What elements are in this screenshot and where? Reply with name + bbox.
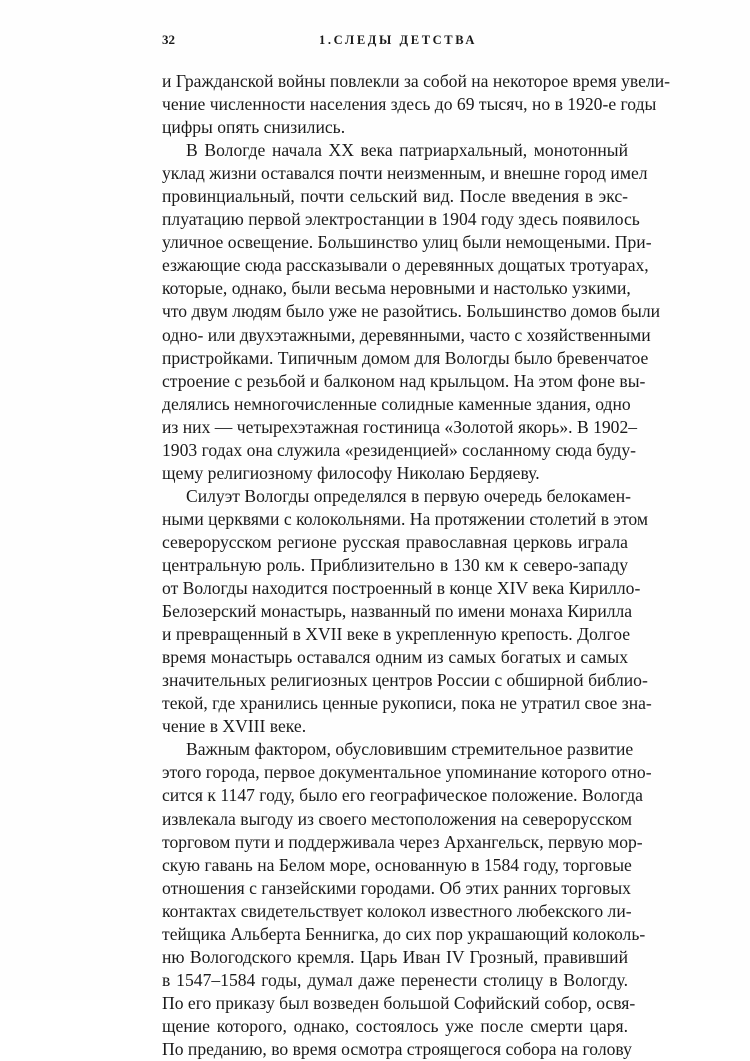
text-line: По его приказу был возведен большой Софийский собор, освя- bbox=[162, 992, 636, 1013]
text-line: время монастырь оставался одним из самых богатых и самых bbox=[162, 647, 628, 668]
text-line: ню Вологодского кремля. Царь Иван IV Грозный, правивший bbox=[162, 946, 628, 967]
text-line: северорусском регионе русская православная церковь играла bbox=[162, 531, 628, 552]
text-line: щему религиозному философу Николаю Бердяеву. bbox=[162, 462, 540, 483]
text-line: щение которого, однако, состоялось уже после смерти царя. bbox=[162, 1015, 628, 1036]
paragraph-1 bbox=[162, 70, 671, 139]
text-line: 1903 годах она служила «резиденцией» сосланному сюда буду- bbox=[162, 439, 637, 460]
text-line: из них — четырехэтажная гостиница «Золотой якорь». В 1902– bbox=[162, 416, 638, 437]
text-line: чение численности населения здесь до 69 тысяч, но в 1920-е годы bbox=[162, 94, 657, 115]
text-line: одно- или двухэтажными, деревянными, часто с хозяйственными bbox=[162, 324, 651, 345]
text-line: которые, однако, были весьма неровными и настолько узкими, bbox=[162, 278, 631, 299]
text-line: пристройками. Типичным домом для Вологды было бревенчатое bbox=[162, 347, 649, 368]
text-line: и превращенный в XVII веке в укрепленную крепость. Долгое bbox=[162, 624, 631, 645]
page-number: 32 bbox=[162, 32, 175, 47]
running-head bbox=[162, 30, 628, 50]
text-line: По преданию, во время осмотра строящегося собора на голову bbox=[162, 1038, 632, 1059]
text-line: от Вологды находится построенный в конце XIV века Кирилло- bbox=[162, 578, 641, 599]
text-line: Силуэт Вологды определялся в первую очередь белокамен- bbox=[186, 485, 631, 506]
text-line: делялись немногочисленные солидные каменные здания, одно bbox=[162, 393, 631, 414]
text-line: текой, где хранились ценные рукописи, пока не утратил свое зна- bbox=[162, 693, 652, 714]
text-line: что двум людям было уже не разойтись. Большинство домов были bbox=[162, 301, 661, 322]
text-line: Белозерский монастырь, названный по имени монаха Кирилла bbox=[162, 601, 633, 622]
text-line: этого города, первое документальное упоминание которого отно- bbox=[162, 762, 652, 783]
text-line: ными церквями с колокольнями. На протяжении столетий в этом bbox=[162, 508, 649, 529]
text-line: езжающие сюда рассказывали о деревянных дощатых тротуарах, bbox=[162, 255, 649, 276]
text-line: торговом пути и поддерживала через Архангельск, первую мор- bbox=[162, 831, 643, 852]
chapter-title: 1.СЛЕДЫ ДЕТСТВА bbox=[319, 33, 477, 47]
paragraph-2 bbox=[162, 139, 661, 485]
text-line: провинциальный, почти сельский вид. После введения в экс- bbox=[162, 186, 628, 207]
text-line: скую гавань на Белом море, основанную в 1584 году, торговые bbox=[162, 854, 632, 875]
text-line: Важным фактором, обусловившим стремительное развитие bbox=[186, 739, 634, 760]
paragraph-3 bbox=[162, 485, 652, 739]
text-line: уличное освещение. Большинство улиц были немощеными. При- bbox=[162, 232, 652, 253]
text-line: в 1547–1584 годы, думал даже перенести столицу в Вологду. bbox=[162, 969, 628, 990]
text-line: сится к 1147 году, было его географическое положение. Вологда bbox=[162, 785, 643, 806]
text-line: значительных религиозных центров России с обширной библио- bbox=[162, 670, 648, 691]
text-line: центральную роль. Приблизительно в 130 км к северо-западу bbox=[162, 554, 628, 575]
text-line: цифры опять снизились. bbox=[162, 117, 346, 138]
text-line: строение с резьбой и балконом над крыльцом. На этом фоне вы- bbox=[162, 370, 646, 391]
text-line: отношения с ганзейскими городами. Об этих ранних торговых bbox=[162, 877, 631, 898]
text-line: контактах свидетельствует колокол известного любекского ли- bbox=[162, 900, 632, 921]
body-text bbox=[162, 70, 671, 1061]
text-line: извлекала выгоду из своего местоположения на северорусском bbox=[162, 808, 633, 829]
text-line: и Гражданской войны повлекли за собой на некоторое время увели- bbox=[162, 71, 671, 91]
text-line: В Вологде начала XX века патриархальный, монотонный bbox=[186, 140, 628, 161]
text-line: тейщика Альберта Беннигка, до сих пор украшающий колоколь- bbox=[162, 923, 646, 944]
text-line: чение в XVIII веке. bbox=[162, 716, 307, 737]
text-line: плуатацию первой электростанции в 1904 году здесь появилось bbox=[162, 209, 640, 230]
text-line: уклад жизни оставался почти неизменным, и внешне город имел bbox=[162, 163, 648, 184]
paragraph-4 bbox=[162, 738, 652, 1061]
